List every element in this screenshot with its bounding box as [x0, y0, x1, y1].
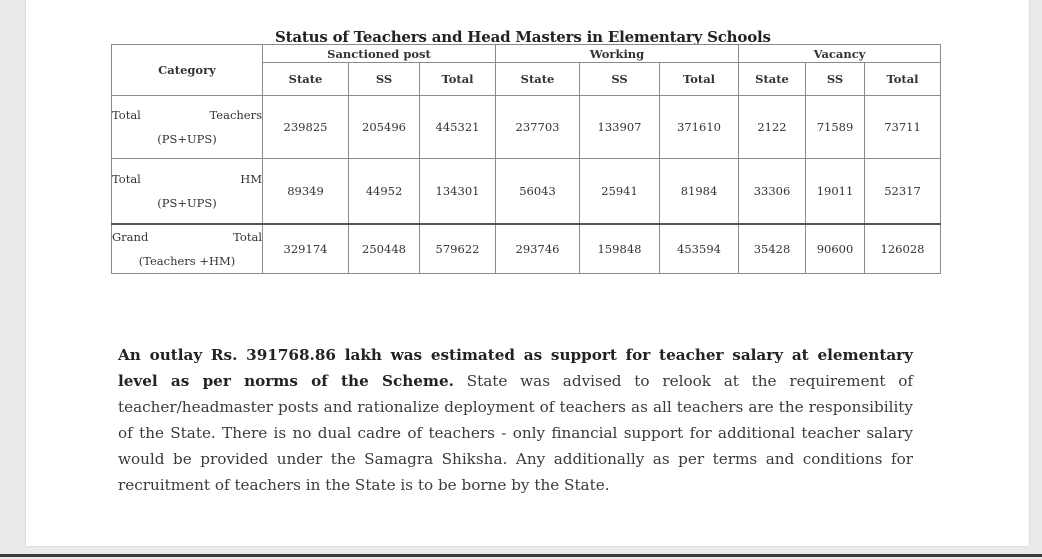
table-cell: 81984: [660, 159, 739, 225]
subheader-cell: Total: [420, 63, 496, 96]
paragraph-bold-sentence: An outlay Rs. 391768.86 lakh was estimated as support for teacher salary at elementary level as per norms of the Scheme.: [118, 346, 913, 390]
table-cell: 35428: [739, 224, 806, 274]
subheader-cell: SS: [580, 63, 660, 96]
row-label-word: Grand: [112, 230, 149, 244]
table-title: Status of Teachers and Head Masters in Elementary Schools: [275, 28, 771, 46]
subheader-cell: Total: [865, 63, 941, 96]
row-label: [112, 224, 263, 274]
category-header: Category: [112, 45, 263, 96]
table-cell: 44952: [349, 159, 420, 225]
table-row-grand-total: [112, 224, 941, 274]
subheader-cell: SS: [349, 63, 420, 96]
subheader-cell: State: [739, 63, 806, 96]
table-cell: 293746: [496, 224, 580, 274]
table-cell: 159848: [580, 224, 660, 274]
table-cell: 73711: [865, 96, 941, 159]
table-cell: 90600: [806, 224, 865, 274]
row-label-word: Total: [112, 172, 141, 186]
status-table: [111, 44, 941, 274]
table-cell: 133907: [580, 96, 660, 159]
table-cell: 71589: [806, 96, 865, 159]
row-label-sub: (PS+UPS): [157, 196, 217, 210]
table-cell: 126028: [865, 224, 941, 274]
table-cell: 19011: [806, 159, 865, 225]
group-header-sanctioned: Sanctioned post: [263, 45, 496, 63]
table-cell: 2122: [739, 96, 806, 159]
row-label: [112, 159, 263, 225]
group-header-working: Working: [496, 45, 739, 63]
table-cell: 445321: [420, 96, 496, 159]
group-header-vacancy: Vacancy: [739, 45, 941, 63]
table-row: [112, 159, 941, 225]
table-cell: 134301: [420, 159, 496, 225]
subheader-cell: SS: [806, 63, 865, 96]
table-cell: 33306: [739, 159, 806, 225]
row-label: [112, 96, 263, 159]
subheader-cell: Total: [660, 63, 739, 96]
table-cell: 237703: [496, 96, 580, 159]
paragraph-text: State was advised to relook at the requirement of teacher/headmaster posts and rationalize deployment of teachers as all teachers are the responsibility of the State. There is no dual cadre of teachers - only financial support for additional teacher salary would be provided under the Samagra Shiksha. Any additionally as per terms and conditions for recruitment of teachers in the State is to be borne by the State.: [118, 372, 913, 494]
table-row: [112, 96, 941, 159]
table-cell: 371610: [660, 96, 739, 159]
table-cell: 239825: [263, 96, 349, 159]
table-cell: 250448: [349, 224, 420, 274]
page-bottom-edge: [0, 554, 1042, 557]
subheader-cell: State: [496, 63, 580, 96]
row-label-word: Total: [233, 230, 262, 244]
table-cell: 25941: [580, 159, 660, 225]
row-label-word: Total: [112, 108, 141, 122]
body-paragraph: [118, 342, 913, 498]
table-cell: 89349: [263, 159, 349, 225]
table-cell: 579622: [420, 224, 496, 274]
row-label-word: Teachers: [209, 108, 262, 122]
table-cell: 205496: [349, 96, 420, 159]
table-cell: 52317: [865, 159, 941, 225]
table-header-row: [112, 45, 941, 63]
row-label-word: HM: [240, 172, 262, 186]
row-label-sub: (PS+UPS): [157, 132, 217, 146]
subheader-cell: State: [263, 63, 349, 96]
table-cell: 453594: [660, 224, 739, 274]
row-label-sub: (Teachers +HM): [138, 254, 236, 268]
table-cell: 56043: [496, 159, 580, 225]
table-cell: 329174: [263, 224, 349, 274]
